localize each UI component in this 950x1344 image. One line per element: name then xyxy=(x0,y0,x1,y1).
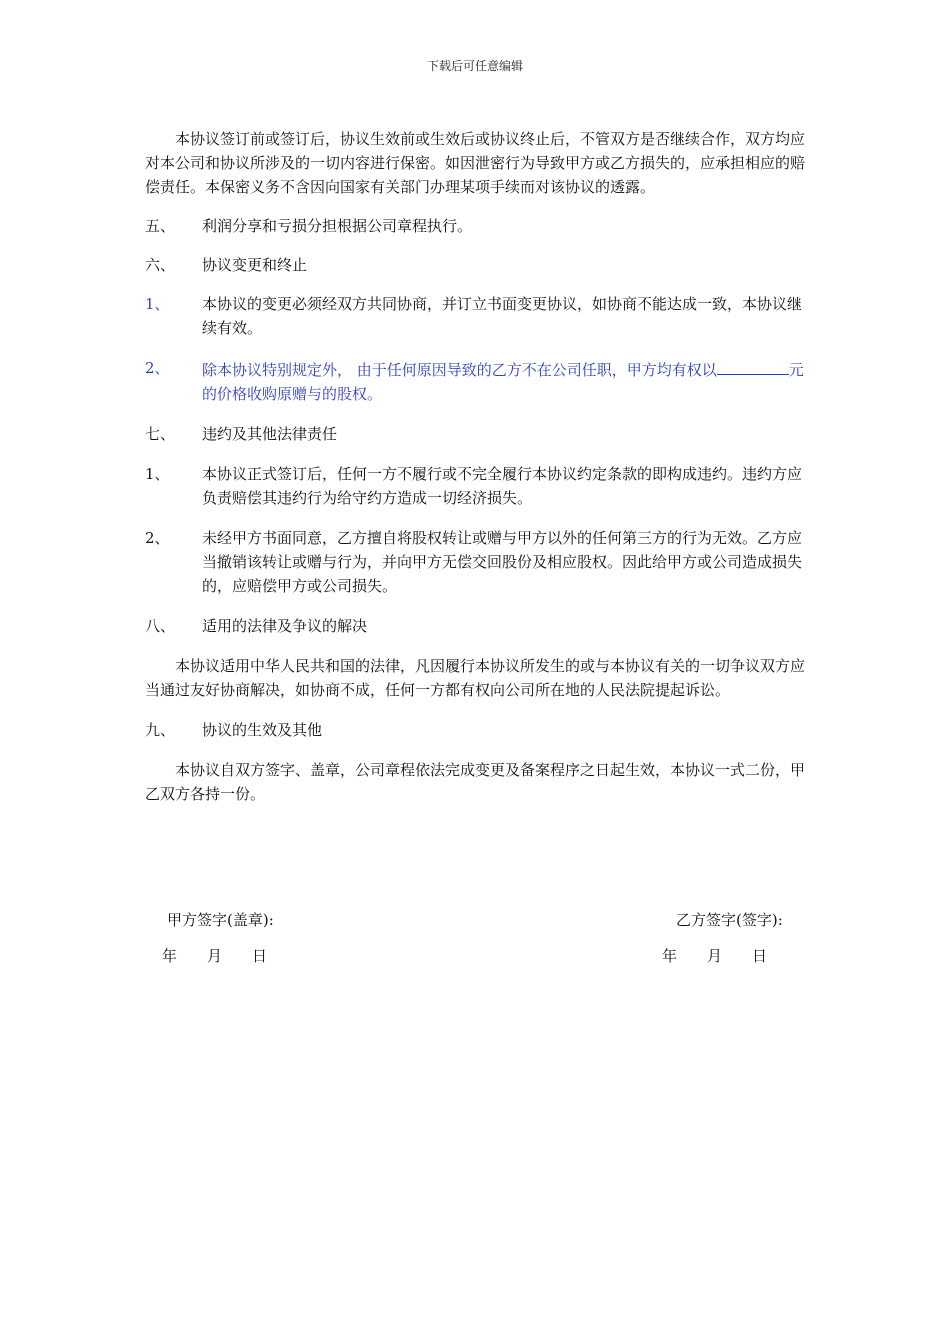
section-5-text: 利润分享和亏损分担根据公司章程执行。 xyxy=(202,217,473,235)
section-9-paragraph: 本协议自双方签字、盖章，公司章程依法完成变更及备案程序之日起生效，本协议一式二份，甲乙双方各持一份。 xyxy=(145,761,806,803)
section-8-title: 适用的法律及争议的解决 xyxy=(202,617,368,635)
item-number: 1、 xyxy=(145,465,170,483)
section-5 xyxy=(145,214,805,238)
item-number: 1、 xyxy=(145,295,170,313)
section-6-title: 协议变更和终止 xyxy=(202,256,308,274)
section-6-number: 六、 xyxy=(145,256,176,274)
section-6-item-2 xyxy=(145,356,805,406)
section-6-item-1 xyxy=(145,292,805,340)
party-b-signature-label: 乙方签字(签字): xyxy=(676,911,783,929)
confidentiality-paragraph: 本协议签订前或签订后，协议生效前或生效后或协议终止后，不管双方是否继续合作，双方均应对本公司和协议所涉及的一切内容进行保密。如因泄密行为导致甲方或乙方损失的，应承担相应的赔偿责任。本保密义务不含因向国家有关部门办理某项手续而对该协议的透露。 xyxy=(145,130,806,196)
document-body xyxy=(145,127,805,806)
section-7-item-2 xyxy=(145,526,805,598)
section-5-number: 五、 xyxy=(145,217,176,235)
item-number: 2、 xyxy=(145,529,170,547)
download-note: 下载后可任意编辑 xyxy=(426,59,523,73)
section-7-item-1 xyxy=(145,462,805,510)
party-a-signature-label: 甲方签字(盖章): xyxy=(167,911,274,929)
section-9-heading xyxy=(145,718,805,742)
party-a-date: 年 月 日 xyxy=(162,947,268,965)
party-b-date: 年 月 日 xyxy=(662,947,768,965)
item-text-part-b: 元的价格收购原赠与的股权。 xyxy=(202,361,804,403)
item-text-part-a: 除本协议特别规定外， 由于任何原因导致的乙方不在公司任职，甲方均有权以 xyxy=(202,361,717,379)
item-text: 未经甲方书面同意，乙方擅自将股权转让或赠与甲方以外的任何第三方的行为无效。乙方应当撤销该转让或赠与行为，并向甲方无偿交回股份及相应股权。因此给甲方或公司造成损失的，应赔偿甲方或公司损失。 xyxy=(202,529,803,595)
section-8-paragraph: 本协议适用中华人民共和国的法律，凡因履行本协议所发生的或与本协议有关的一切争议双方应当通过友好协商解决，如协商不成，任何一方都有权向公司所在地的人民法院提起诉讼。 xyxy=(145,657,806,699)
section-9-title: 协议的生效及其他 xyxy=(202,721,323,739)
section-7-heading xyxy=(145,422,805,446)
section-6-heading xyxy=(145,253,805,277)
item-text: 本协议的变更必须经双方共同协商，并订立书面变更协议，如协商不能达成一致，本协议继续有效。 xyxy=(202,295,803,337)
section-7-number: 七、 xyxy=(145,425,176,443)
item-text: 本协议正式签订后，任何一方不履行或不完全履行本协议约定条款的即构成违约。违约方应负责赔偿其违约行为给守约方造成一切经济损失。 xyxy=(202,465,803,507)
section-7-title: 违约及其他法律责任 xyxy=(202,425,338,443)
section-8-heading xyxy=(145,614,805,638)
section-8-number: 八、 xyxy=(145,617,176,635)
section-9-number: 九、 xyxy=(145,721,176,739)
item-text xyxy=(202,356,805,406)
price-blank-field[interactable] xyxy=(717,356,789,375)
item-number: 2、 xyxy=(145,359,170,377)
